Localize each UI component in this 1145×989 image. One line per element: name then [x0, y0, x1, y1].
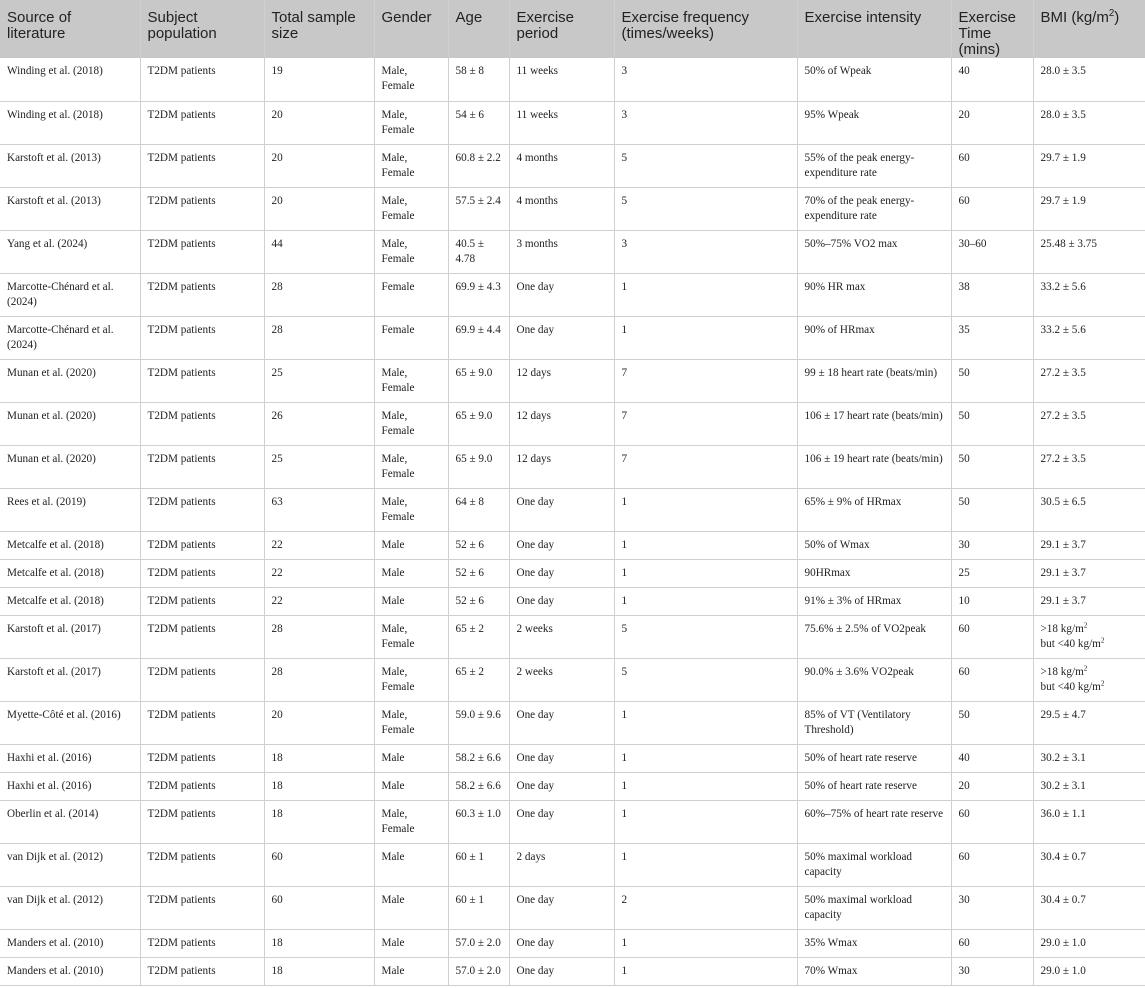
table-row — [0, 886, 1145, 929]
cell-period: 4 months — [509, 187, 614, 230]
cell-intensity: 85% of VT (Ventilatory Threshold) — [797, 701, 951, 744]
cell-population: T2DM patients — [140, 273, 264, 316]
cell-source: Karstoft et al. (2013) — [0, 144, 140, 187]
table-row — [0, 843, 1145, 886]
cell-age: 60.3 ± 1.0 — [448, 800, 509, 843]
cell-intensity: 106 ± 19 heart rate (beats/min) — [797, 445, 951, 488]
table-row — [0, 929, 1145, 957]
cell-population: T2DM patients — [140, 587, 264, 615]
cell-intensity: 90HRmax — [797, 559, 951, 587]
cell-period: One day — [509, 587, 614, 615]
cell-age: 57.0 ± 2.0 — [448, 929, 509, 957]
cell-period: One day — [509, 957, 614, 985]
cell-time: 60 — [951, 843, 1033, 886]
cell-source: Myette-Côté et al. (2016) — [0, 701, 140, 744]
cell-frequency: 1 — [614, 531, 797, 559]
cell-gender: Male, Female — [374, 187, 448, 230]
cell-age: 60 ± 1 — [448, 843, 509, 886]
cell-sample-size: 28 — [264, 316, 374, 359]
cell-time: 40 — [951, 58, 1033, 101]
table-row — [0, 701, 1145, 744]
cell-population: T2DM patients — [140, 316, 264, 359]
cell-source: Munan et al. (2020) — [0, 445, 140, 488]
cell-gender: Female — [374, 316, 448, 359]
header-bmi-label: BMI (kg/m — [1040, 9, 1109, 26]
cell-period: One day — [509, 273, 614, 316]
cell-frequency: 1 — [614, 800, 797, 843]
cell-time: 40 — [951, 744, 1033, 772]
cell-sample-size: 18 — [264, 772, 374, 800]
table-header — [0, 0, 1145, 58]
cell-sample-size: 28 — [264, 273, 374, 316]
cell-intensity: 50% maximal workload capacity — [797, 843, 951, 886]
cell-time: 50 — [951, 445, 1033, 488]
cell-frequency: 1 — [614, 488, 797, 531]
cell-source: Oberlin et al. (2014) — [0, 800, 140, 843]
cell-source: Manders et al. (2010) — [0, 957, 140, 985]
header-intensity: Exercise intensity — [797, 0, 951, 58]
cell-intensity: 50% of Wmax — [797, 531, 951, 559]
table-row — [0, 402, 1145, 445]
cell-time: 20 — [951, 101, 1033, 144]
cell-time: 60 — [951, 615, 1033, 658]
cell-intensity: 35% Wmax — [797, 929, 951, 957]
cell-bmi: 29.5 ± 4.7 — [1033, 701, 1145, 744]
cell-sample-size: 18 — [264, 957, 374, 985]
cell-sample-size: 44 — [264, 230, 374, 273]
cell-frequency: 2 — [614, 886, 797, 929]
cell-period: One day — [509, 929, 614, 957]
cell-source: Karstoft et al. (2017) — [0, 658, 140, 701]
cell-sample-size: 25 — [264, 445, 374, 488]
cell-source: Karstoft et al. (2013) — [0, 187, 140, 230]
cell-age: 58.2 ± 6.6 — [448, 772, 509, 800]
cell-period: 11 weeks — [509, 101, 614, 144]
table-row — [0, 144, 1145, 187]
cell-period: One day — [509, 800, 614, 843]
cell-sample-size: 18 — [264, 744, 374, 772]
cell-bmi: 36.0 ± 1.1 — [1033, 800, 1145, 843]
cell-population: T2DM patients — [140, 445, 264, 488]
cell-sample-size: 28 — [264, 615, 374, 658]
cell-frequency: 5 — [614, 187, 797, 230]
cell-intensity: 91% ± 3% of HRmax — [797, 587, 951, 615]
cell-intensity: 50% of heart rate reserve — [797, 744, 951, 772]
header-sample-size: Total sample size — [264, 0, 374, 58]
cell-gender: Male, Female — [374, 402, 448, 445]
cell-intensity: 90.0% ± 3.6% VO2peak — [797, 658, 951, 701]
cell-sample-size: 19 — [264, 58, 374, 101]
cell-age: 65 ± 9.0 — [448, 402, 509, 445]
table-row — [0, 658, 1145, 701]
cell-bmi: 33.2 ± 5.6 — [1033, 273, 1145, 316]
cell-time: 30 — [951, 957, 1033, 985]
cell-frequency: 1 — [614, 316, 797, 359]
cell-period: 12 days — [509, 445, 614, 488]
cell-sample-size: 20 — [264, 144, 374, 187]
cell-gender: Male, Female — [374, 701, 448, 744]
cell-intensity: 70% Wmax — [797, 957, 951, 985]
cell-age: 52 ± 6 — [448, 587, 509, 615]
cell-time: 30 — [951, 886, 1033, 929]
cell-population: T2DM patients — [140, 701, 264, 744]
cell-population: T2DM patients — [140, 402, 264, 445]
cell-frequency: 3 — [614, 58, 797, 101]
cell-bmi: 29.7 ± 1.9 — [1033, 144, 1145, 187]
cell-gender: Male — [374, 886, 448, 929]
cell-bmi — [1033, 658, 1145, 701]
cell-age: 57.5 ± 2.4 — [448, 187, 509, 230]
table-row — [0, 445, 1145, 488]
header-period: Exercise period — [509, 0, 614, 58]
cell-frequency: 5 — [614, 615, 797, 658]
bmi-range-line-2: but <40 $kg/m^2$ — [1040, 635, 1105, 650]
cell-bmi: 30.2 ± 3.1 — [1033, 744, 1145, 772]
cell-gender: Male, Female — [374, 488, 448, 531]
cell-sample-size: 18 — [264, 929, 374, 957]
bmi-range-line-2: but <40 $kg/m^2$ — [1040, 678, 1105, 693]
bmi-sup: 2 — [1083, 663, 1088, 672]
table-row — [0, 559, 1145, 587]
cell-population: T2DM patients — [140, 58, 264, 101]
table-row — [0, 230, 1145, 273]
cell-population: T2DM patients — [140, 800, 264, 843]
cell-source: van Dijk et al. (2012) — [0, 843, 140, 886]
header-time: Exercise Time (mins) — [951, 0, 1033, 58]
cell-sample-size: 18 — [264, 800, 374, 843]
cell-source: Manders et al. (2010) — [0, 929, 140, 957]
cell-frequency: 1 — [614, 929, 797, 957]
cell-source: Yang et al. (2024) — [0, 230, 140, 273]
cell-source: Munan et al. (2020) — [0, 402, 140, 445]
cell-gender: Male — [374, 929, 448, 957]
cell-bmi — [1033, 615, 1145, 658]
cell-period: One day — [509, 488, 614, 531]
cell-age: 59.0 ± 9.6 — [448, 701, 509, 744]
cell-period: One day — [509, 772, 614, 800]
cell-frequency: 1 — [614, 559, 797, 587]
cell-source: Rees et al. (2019) — [0, 488, 140, 531]
cell-time: 60 — [951, 187, 1033, 230]
cell-sample-size: 20 — [264, 101, 374, 144]
table-row — [0, 587, 1145, 615]
cell-age: 57.0 ± 2.0 — [448, 957, 509, 985]
cell-gender: Male, Female — [374, 230, 448, 273]
cell-source: Munan et al. (2020) — [0, 359, 140, 402]
cell-intensity: 95% Wpeak — [797, 101, 951, 144]
cell-bmi: 30.4 ± 0.7 — [1033, 843, 1145, 886]
cell-time: 38 — [951, 273, 1033, 316]
cell-period: One day — [509, 531, 614, 559]
cell-population: T2DM patients — [140, 101, 264, 144]
cell-bmi: 29.0 ± 1.0 — [1033, 929, 1145, 957]
cell-source: Metcalfe et al. (2018) — [0, 587, 140, 615]
header-row — [0, 0, 1145, 58]
cell-bmi: 30.4 ± 0.7 — [1033, 886, 1145, 929]
table-row — [0, 772, 1145, 800]
cell-age: 64 ± 8 — [448, 488, 509, 531]
cell-population: T2DM patients — [140, 559, 264, 587]
table-row — [0, 58, 1145, 101]
cell-period: 11 weeks — [509, 58, 614, 101]
table-body — [0, 58, 1145, 985]
cell-population: T2DM patients — [140, 744, 264, 772]
cell-age: 60 ± 1 — [448, 886, 509, 929]
cell-bmi: 27.2 ± 3.5 — [1033, 402, 1145, 445]
cell-source: Winding et al. (2018) — [0, 101, 140, 144]
cell-source: Marcotte-Chénard et al. (2024) — [0, 316, 140, 359]
cell-gender: Male — [374, 559, 448, 587]
cell-sample-size: 20 — [264, 701, 374, 744]
table-row — [0, 488, 1145, 531]
cell-time: 60 — [951, 658, 1033, 701]
cell-age: 65 ± 2 — [448, 658, 509, 701]
cell-population: T2DM patients — [140, 615, 264, 658]
cell-population: T2DM patients — [140, 230, 264, 273]
cell-source: Metcalfe et al. (2018) — [0, 531, 140, 559]
cell-bmi: 29.7 ± 1.9 — [1033, 187, 1145, 230]
cell-bmi: 25.48 ± 3.75 — [1033, 230, 1145, 273]
cell-population: T2DM patients — [140, 187, 264, 230]
header-bmi — [1033, 0, 1145, 58]
cell-frequency: 1 — [614, 957, 797, 985]
cell-bmi: 28.0 ± 3.5 — [1033, 101, 1145, 144]
cell-frequency: 3 — [614, 230, 797, 273]
cell-source: Metcalfe et al. (2018) — [0, 559, 140, 587]
cell-intensity: 99 ± 18 heart rate (beats/min) — [797, 359, 951, 402]
cell-frequency: 1 — [614, 772, 797, 800]
cell-gender: Male — [374, 531, 448, 559]
cell-source: Haxhi et al. (2016) — [0, 744, 140, 772]
cell-time: 50 — [951, 402, 1033, 445]
header-age: Age — [448, 0, 509, 58]
cell-period: 4 months — [509, 144, 614, 187]
cell-time: 30–60 — [951, 230, 1033, 273]
cell-sample-size: 25 — [264, 359, 374, 402]
cell-gender: Male — [374, 843, 448, 886]
cell-intensity: 90% HR max — [797, 273, 951, 316]
cell-intensity: 90% of HRmax — [797, 316, 951, 359]
bmi-sup: 2 — [1100, 678, 1105, 687]
cell-age: 69.9 ± 4.3 — [448, 273, 509, 316]
cell-time: 25 — [951, 559, 1033, 587]
cell-period: 2 days — [509, 843, 614, 886]
bmi-sup: 2 — [1100, 635, 1105, 644]
cell-frequency: 7 — [614, 359, 797, 402]
cell-frequency: 5 — [614, 658, 797, 701]
cell-bmi: 30.5 ± 6.5 — [1033, 488, 1145, 531]
cell-source: Karstoft et al. (2017) — [0, 615, 140, 658]
cell-intensity: 50%–75% VO2 max — [797, 230, 951, 273]
header-population: Subject population — [140, 0, 264, 58]
cell-frequency: 1 — [614, 273, 797, 316]
cell-bmi: 27.2 ± 3.5 — [1033, 445, 1145, 488]
cell-population: T2DM patients — [140, 772, 264, 800]
cell-population: T2DM patients — [140, 957, 264, 985]
cell-bmi: 29.0 ± 1.0 — [1033, 957, 1145, 985]
cell-frequency: 1 — [614, 744, 797, 772]
cell-intensity: 50% of heart rate reserve — [797, 772, 951, 800]
bmi-range-line-1: >18 $kg/m^2$ — [1040, 620, 1088, 635]
cell-source: Winding et al. (2018) — [0, 58, 140, 101]
cell-age: 58 ± 8 — [448, 58, 509, 101]
cell-gender: Male, Female — [374, 101, 448, 144]
cell-intensity: 75.6% ± 2.5% of VO2peak — [797, 615, 951, 658]
cell-sample-size: 60 — [264, 886, 374, 929]
cell-intensity: 106 ± 17 heart rate (beats/min) — [797, 402, 951, 445]
cell-bmi: 29.1 ± 3.7 — [1033, 531, 1145, 559]
table-row — [0, 316, 1145, 359]
cell-intensity: 50% of Wpeak — [797, 58, 951, 101]
cell-time: 35 — [951, 316, 1033, 359]
cell-gender: Male, Female — [374, 800, 448, 843]
cell-frequency: 5 — [614, 144, 797, 187]
cell-age: 52 ± 6 — [448, 531, 509, 559]
cell-intensity: 55% of the peak energy-expenditure rate — [797, 144, 951, 187]
cell-period: 12 days — [509, 402, 614, 445]
cell-period: One day — [509, 744, 614, 772]
cell-sample-size: 22 — [264, 531, 374, 559]
cell-age: 65 ± 2 — [448, 615, 509, 658]
cell-gender: Male, Female — [374, 144, 448, 187]
cell-age: 54 ± 6 — [448, 101, 509, 144]
cell-frequency: 1 — [614, 587, 797, 615]
cell-intensity: 60%–75% of heart rate reserve — [797, 800, 951, 843]
cell-sample-size: 26 — [264, 402, 374, 445]
cell-time: 60 — [951, 929, 1033, 957]
cell-frequency: 1 — [614, 843, 797, 886]
cell-sample-size: 20 — [264, 187, 374, 230]
cell-period: 12 days — [509, 359, 614, 402]
cell-gender: Male, Female — [374, 445, 448, 488]
header-source: Source of literature — [0, 0, 140, 58]
table-row — [0, 957, 1145, 985]
cell-time: 60 — [951, 800, 1033, 843]
table-row — [0, 101, 1145, 144]
cell-time: 60 — [951, 144, 1033, 187]
table-row — [0, 187, 1145, 230]
cell-population: T2DM patients — [140, 488, 264, 531]
cell-intensity: 70% of the peak energy-expenditure rate — [797, 187, 951, 230]
cell-frequency: 7 — [614, 445, 797, 488]
cell-intensity: 50% maximal workload capacity — [797, 886, 951, 929]
cell-gender: Male, Female — [374, 58, 448, 101]
cell-gender: Male — [374, 957, 448, 985]
cell-bmi: 33.2 ± 5.6 — [1033, 316, 1145, 359]
cell-source: Marcotte-Chénard et al. (2024) — [0, 273, 140, 316]
header-bmi-close: ) — [1114, 9, 1120, 26]
cell-period: 2 weeks — [509, 658, 614, 701]
table-row — [0, 615, 1145, 658]
cell-age: 69.9 ± 4.4 — [448, 316, 509, 359]
cell-period: One day — [509, 559, 614, 587]
cell-time: 50 — [951, 488, 1033, 531]
bmi-range-line-1: >18 $kg/m^2$ — [1040, 663, 1088, 678]
cell-population: T2DM patients — [140, 658, 264, 701]
cell-bmi: 29.1 ± 3.7 — [1033, 559, 1145, 587]
cell-gender: Male, Female — [374, 658, 448, 701]
table-row — [0, 359, 1145, 402]
cell-frequency: 7 — [614, 402, 797, 445]
cell-gender: Male, Female — [374, 615, 448, 658]
table-row — [0, 744, 1145, 772]
cell-population: T2DM patients — [140, 359, 264, 402]
cell-gender: Male — [374, 772, 448, 800]
cell-age: 65 ± 9.0 — [448, 445, 509, 488]
cell-bmi: 29.1 ± 3.7 — [1033, 587, 1145, 615]
cell-population: T2DM patients — [140, 886, 264, 929]
cell-population: T2DM patients — [140, 531, 264, 559]
header-bmi-sup: 2 — [1108, 8, 1115, 19]
cell-gender: Female — [374, 273, 448, 316]
cell-period: One day — [509, 886, 614, 929]
cell-sample-size: 28 — [264, 658, 374, 701]
cell-intensity: 65% ± 9% of HRmax — [797, 488, 951, 531]
cell-gender: Male — [374, 587, 448, 615]
cell-sample-size: 63 — [264, 488, 374, 531]
cell-source: Haxhi et al. (2016) — [0, 772, 140, 800]
cell-sample-size: 22 — [264, 587, 374, 615]
cell-period: One day — [509, 701, 614, 744]
table-row — [0, 273, 1145, 316]
cell-age: 40.5 ± 4.78 — [448, 230, 509, 273]
cell-age: 52 ± 6 — [448, 559, 509, 587]
cell-time: 20 — [951, 772, 1033, 800]
cell-time: 10 — [951, 587, 1033, 615]
cell-time: 30 — [951, 531, 1033, 559]
cell-population: T2DM patients — [140, 144, 264, 187]
cell-time: 50 — [951, 701, 1033, 744]
table-row — [0, 800, 1145, 843]
cell-gender: Male, Female — [374, 359, 448, 402]
cell-period: One day — [509, 316, 614, 359]
bmi-sup: 2 — [1083, 620, 1088, 629]
cell-age: 60.8 ± 2.2 — [448, 144, 509, 187]
table-row — [0, 531, 1145, 559]
cell-bmi: 27.2 ± 3.5 — [1033, 359, 1145, 402]
cell-population: T2DM patients — [140, 843, 264, 886]
cell-age: 58.2 ± 6.6 — [448, 744, 509, 772]
cell-period: 2 weeks — [509, 615, 614, 658]
cell-time: 50 — [951, 359, 1033, 402]
cell-sample-size: 22 — [264, 559, 374, 587]
cell-frequency: 1 — [614, 701, 797, 744]
cell-age: 65 ± 9.0 — [448, 359, 509, 402]
cell-bmi: 28.0 ± 3.5 — [1033, 58, 1145, 101]
cell-period: 3 months — [509, 230, 614, 273]
header-gender: Gender — [374, 0, 448, 58]
header-frequency: Exercise frequency (times/weeks) — [614, 0, 797, 58]
cell-bmi: 30.2 ± 3.1 — [1033, 772, 1145, 800]
cell-population: T2DM patients — [140, 929, 264, 957]
cell-frequency: 3 — [614, 101, 797, 144]
cell-sample-size: 60 — [264, 843, 374, 886]
cell-gender: Male — [374, 744, 448, 772]
cell-source: van Dijk et al. (2012) — [0, 886, 140, 929]
